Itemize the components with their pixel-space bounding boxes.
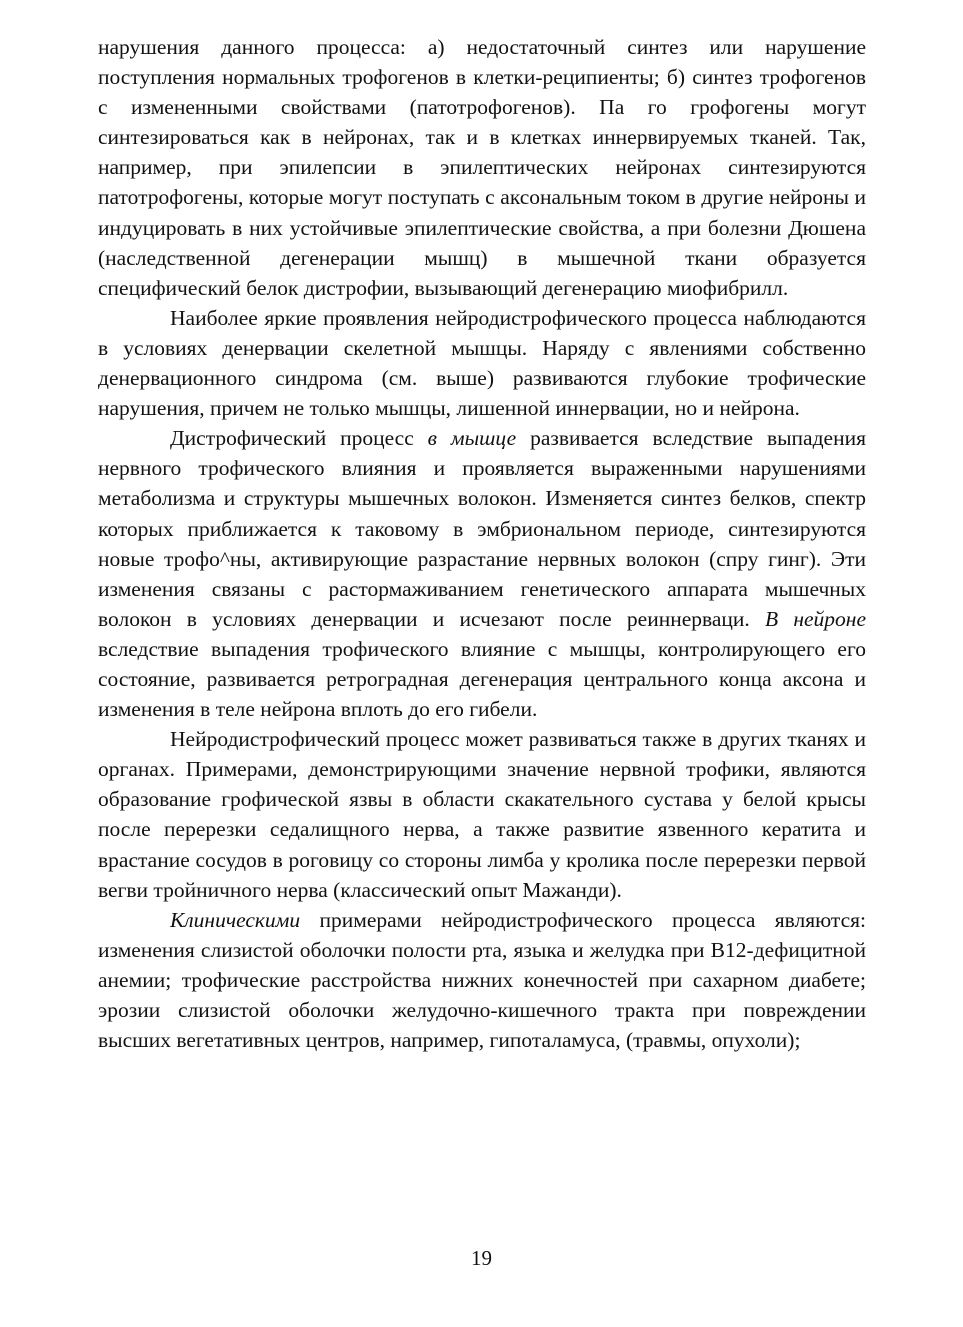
paragraph-2: Наиболее яркие проявления нейродистрофического процесса наблюдаются в условиях денервации скелетной мышцы. Наряду с явлениями собственно денервационного синдрома (см. выше) развиваются глубокие трофические нарушения, причем не только мышцы, лишенной иннервации, но и нейрона.	[98, 305, 866, 421]
page-number: 19	[471, 1246, 492, 1270]
paragraph-3-lead: Дистрофический процесс	[170, 426, 428, 451]
paragraph-5-rest: примерами нейродистрофического процесса являются: изменения слизистой оболочки полости рта, языка и желудка при В12-дефицитной анемии; трофические расстройства нижних конечностей при сахарном диабете; эрозии слизистой оболочки желудочно-кишечного тракта при повреждении высших вегетативных центров, например, гипоталамуса, (травмы, опухоли);	[98, 907, 866, 1053]
paragraph-3-emphasis-muscle: в мышце	[427, 426, 517, 451]
paragraph-1: нарушения данного процесса: а) недостаточный синтез или нарушение поступления нормальных трофогенов в клетки-реципиенты; б) синтез трофогенов с измененными свойствами (патотрофогенов). Па го грофогены могут синтезироваться как в нейронах, так и в клетках иннервируемых тканей. Так, например, при эпилепсии в эпилептических нейронах синтезируются патотрофогены, которые могут поступать с аксональным током в другие нейроны и индуцировать в них устойчивые эпилептические свойства, а при болезни Дюшена (наследственной дегенерации мышц) в мышечной ткани образуется специфический белок дистрофии, вызывающий дегенерацию миофибрилл.	[98, 35, 866, 300]
paragraph-3-emphasis-neuron: В нейроне	[765, 606, 866, 631]
document-page	[98, 32, 866, 1055]
paragraph-3-middle: развивается вследствие выпадения нервного трофического влияния и проявляется выраженными нарушениями метаболизма и структуры мышечных волокон. Изменяется синтез белков, спектр которых приближается к таковому в эмбриональном периоде, синтезируются новые трофо^ны, активирующие разрастание нервных волокон (спру гинг). Эти изменения связаны с растормаживанием генетического аппарата мышечных волокон в условиях денервации и исчезают после реиннерваци.	[98, 426, 866, 631]
paragraph-3-tail: вследствие выпадения трофического влияние с мышцы, контролирующего его состояние, развивается ретроградная дегенерация центрального конца аксона и изменения в теле нейрона вплоть до его гибели.	[98, 636, 866, 722]
paragraph-4: Нейродистрофический процесс может развиваться также в других тканях и органах. Примерами, демонстрирующими значение нервной трофики, являются образование грофической язвы в области скакательного сустава у белой крысы после перерезки седалищного нерва, а также развитие язвенного кератита и врастание сосудов в роговицу со стороны лимба у кролика после перерезки первой вегви тройничного нерва (классический опыт Мажанди).	[98, 727, 866, 902]
paragraph-5	[98, 905, 866, 1055]
paragraph-3	[98, 423, 866, 724]
paragraph-5-emphasis-clinical: Клиническими	[170, 907, 301, 932]
